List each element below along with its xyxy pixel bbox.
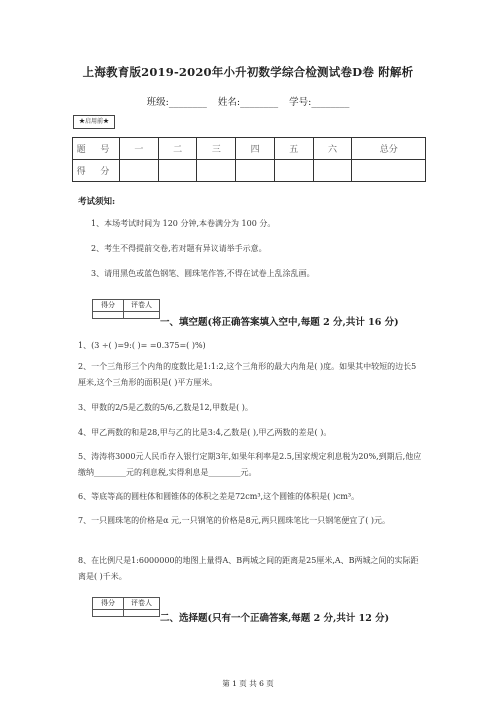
section-2-heading: 二、选择题(只有一个正确答案,每题 2 分,共计 12 分) <box>160 613 390 624</box>
score-table-row-label: 得 分 <box>73 160 120 182</box>
question-1: 1、(3 ÷( )=9:( )= =0.375=( )%) <box>78 341 206 350</box>
score-cell[interactable] <box>352 160 426 182</box>
score-table-header-cell: 一 <box>120 138 159 160</box>
grader-score-label: 得分 <box>93 598 124 610</box>
score-table-header-cell: 总分 <box>352 138 426 160</box>
score-table <box>72 137 426 182</box>
grader-box <box>92 597 160 617</box>
section-1-heading: 一、填空题(将正确答案填入空中,每题 2 分,共计 16 分) <box>160 317 399 328</box>
score-cell[interactable] <box>197 160 236 182</box>
question-5: 5、涛涛将3000元人民币存入银行定期3年,如果年利率是2.5,国家规定利息税为20%,到期后,他应缴纳________元的利息税,实得利息是________元。 <box>78 452 422 477</box>
score-table-header-row <box>73 138 426 160</box>
name-field[interactable]: 姓名:________ <box>217 97 279 108</box>
grader-name-label: 评卷人 <box>124 300 159 312</box>
notice-item: 1、本场考试时间为 120 分钟,本卷满分为 100 分。 <box>91 219 276 228</box>
score-table-header-cell: 五 <box>274 138 313 160</box>
question-2: 2、一个三角形三个内角的度数比是1:1:2,这个三角形的最大内角是( )度。如果其中较短的边长5厘米,这个三角形的面积是( )平方厘米。 <box>78 362 417 387</box>
score-cell[interactable] <box>158 160 197 182</box>
student-id-field[interactable]: 学号:________ <box>289 97 350 108</box>
notice-item: 2、考生不得提前交卷,若对题有异议请举手示意。 <box>91 244 267 253</box>
score-cell[interactable] <box>236 160 275 182</box>
question-3: 3、甲数的2/5是乙数的5/6,乙数是12,甲数是( )。 <box>78 403 253 412</box>
grader-box <box>92 299 160 319</box>
score-table-header-cell: 六 <box>313 138 352 160</box>
question-6: 6、等底等高的圆柱体和圆锥体的体积之差是72cm³,这个圆锥的体积是( )cm³。 <box>78 492 360 501</box>
score-table-header-cell: 四 <box>236 138 275 160</box>
score-cell[interactable] <box>313 160 352 182</box>
question-4: 4、甲乙两数的和是28,甲与乙的比是3:4,乙数是( ),甲乙两数的差是( )。 <box>78 428 332 437</box>
score-cell[interactable] <box>120 160 159 182</box>
grader-score-label: 得分 <box>93 300 124 312</box>
student-info <box>0 94 496 108</box>
page-title: 上海教育版2019-2020年小升初数学综合检测试卷D卷 附解析 <box>82 65 414 79</box>
notice-item: 3、请用黑色或蓝色钢笔、圆珠笔作答,不得在试卷上乱涂乱画。 <box>91 269 315 278</box>
score-table-header-cell: 二 <box>158 138 197 160</box>
page-footer: 第 1 页 共 6 页 <box>222 679 274 688</box>
grader-name-label: 评卷人 <box>124 598 159 610</box>
score-table-score-row <box>73 160 426 182</box>
score-table-header-label: 题 号 <box>73 138 120 160</box>
notice-heading: 考试须知: <box>78 197 116 207</box>
class-field[interactable]: 班级:________ <box>146 97 207 108</box>
score-cell[interactable] <box>274 160 313 182</box>
question-7: 7、一只圆珠笔的价格是α 元,一只钢笔的价格是8元,两只圆珠笔比一只钢笔便宜了( )元。 <box>78 516 390 525</box>
secret-stamp: ★启用前★ <box>73 115 115 129</box>
score-table-header-cell: 三 <box>197 138 236 160</box>
question-8: 8、在比例尺是1:6000000的地图上量得A、B两城之间的距离是25厘米,A、B两城之间的实际距离是( )千米。 <box>78 556 419 581</box>
